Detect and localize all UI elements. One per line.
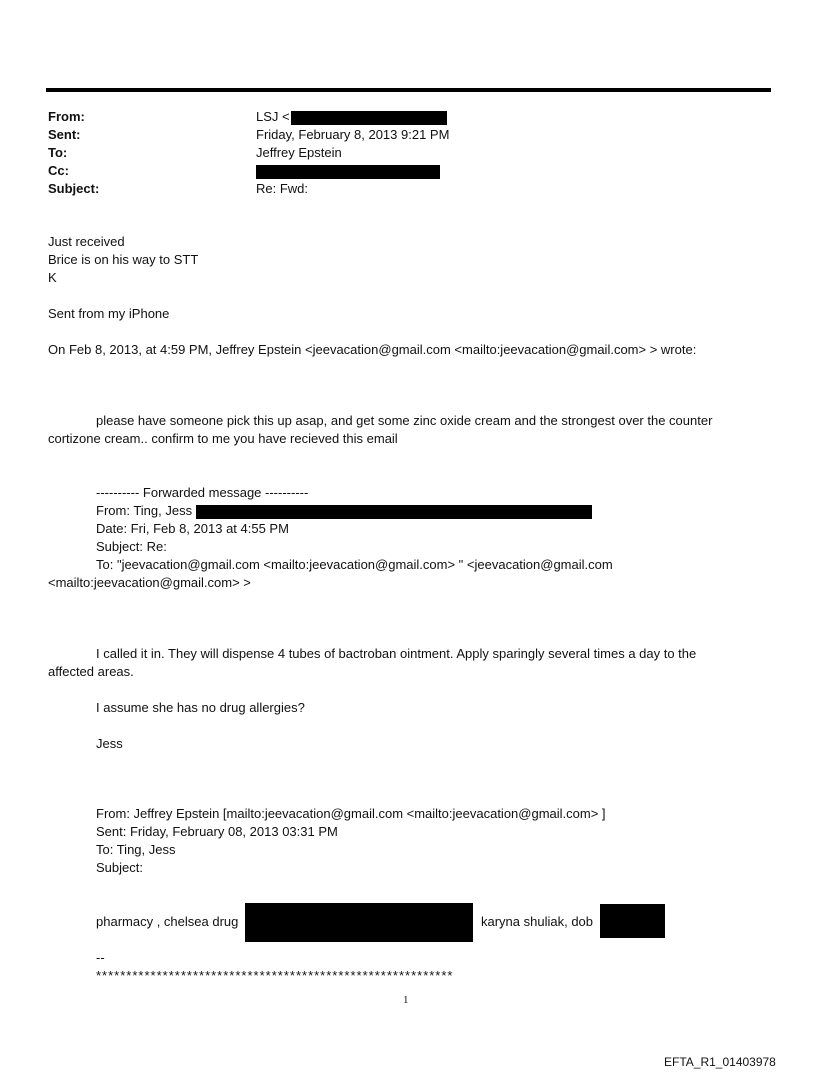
original-sent: Sent: Friday, February 08, 2013 03:31 PM: [96, 824, 338, 839]
original-to: To: Ting, Jess: [96, 842, 176, 857]
document-id: EFTA_R1_01403978: [664, 1055, 776, 1069]
redaction-box: [291, 111, 447, 125]
message-line-3: K: [48, 270, 57, 285]
message-line-1: Just received: [48, 234, 125, 249]
reply-line-1: I called it in. They will dispense 4 tubes of bactroban ointment. Apply sparingly several times a day to the: [96, 646, 697, 661]
subject-label: Subject:: [48, 181, 100, 196]
to-value: Jeffrey Epstein: [256, 145, 342, 160]
original-from: From: Jeffrey Epstein [mailto:jeevacation@gmail.com <mailto:jeevacation@gmail.com> ]: [96, 806, 606, 821]
reply-signoff: Jess: [96, 736, 123, 751]
original-subject: Subject:: [96, 860, 143, 875]
redaction-box: [256, 165, 440, 179]
header-rule: [46, 88, 771, 92]
pharmacy-line: pharmacy , chelsea drug: [96, 914, 239, 929]
sent-value: Friday, February 8, 2013 9:21 PM: [256, 127, 450, 142]
request-line-1: please have someone pick this up asap, and get some zinc oxide cream and the strongest over the counter: [96, 413, 713, 428]
message-line-2: Brice is on his way to STT: [48, 252, 199, 267]
cc-value: [256, 162, 440, 180]
to-label: To:: [48, 145, 68, 160]
redaction-box: [600, 904, 665, 938]
page-number: 1: [403, 994, 409, 1006]
redaction-box: [245, 903, 473, 942]
forwarded-to-line-1: To: "jeevacation@gmail.com <mailto:jeevacation@gmail.com> " <jeevacation@gmail.com: [96, 557, 613, 572]
cc-label: Cc:: [48, 163, 69, 178]
message-signature: Sent from my iPhone: [48, 306, 170, 321]
forwarded-divider: ---------- Forwarded message ----------: [96, 485, 309, 500]
from-label: From:: [48, 109, 85, 124]
forwarded-from-text: From: Ting, Jess: [96, 503, 193, 518]
from-name: LSJ <: [256, 109, 290, 124]
forwarded-to-line-2: <mailto:jeevacation@gmail.com> >: [48, 575, 251, 590]
patient-line: karyna shuliak, dob: [481, 914, 594, 929]
request-line-2: cortizone cream.. confirm to me you have recieved this email: [48, 431, 398, 446]
signature-dash: --: [96, 950, 105, 965]
reply-line-3: I assume she has no drug allergies?: [96, 700, 305, 715]
from-value: [256, 108, 447, 126]
redaction-box: [196, 505, 592, 519]
forwarded-from: [96, 503, 592, 519]
asterisk-rule: ***********************************************************: [96, 968, 454, 983]
forwarded-date: Date: Fri, Feb 8, 2013 at 4:55 PM: [96, 521, 289, 536]
quote-intro: On Feb 8, 2013, at 4:59 PM, Jeffrey Epstein <jeevacation@gmail.com <mailto:jeevacation@gmail.com> > wrote:: [48, 342, 697, 357]
reply-line-2: affected areas.: [48, 664, 134, 679]
subject-value: Re: Fwd:: [256, 181, 309, 196]
forwarded-subject: Subject: Re:: [96, 539, 167, 554]
sent-label: Sent:: [48, 127, 81, 142]
